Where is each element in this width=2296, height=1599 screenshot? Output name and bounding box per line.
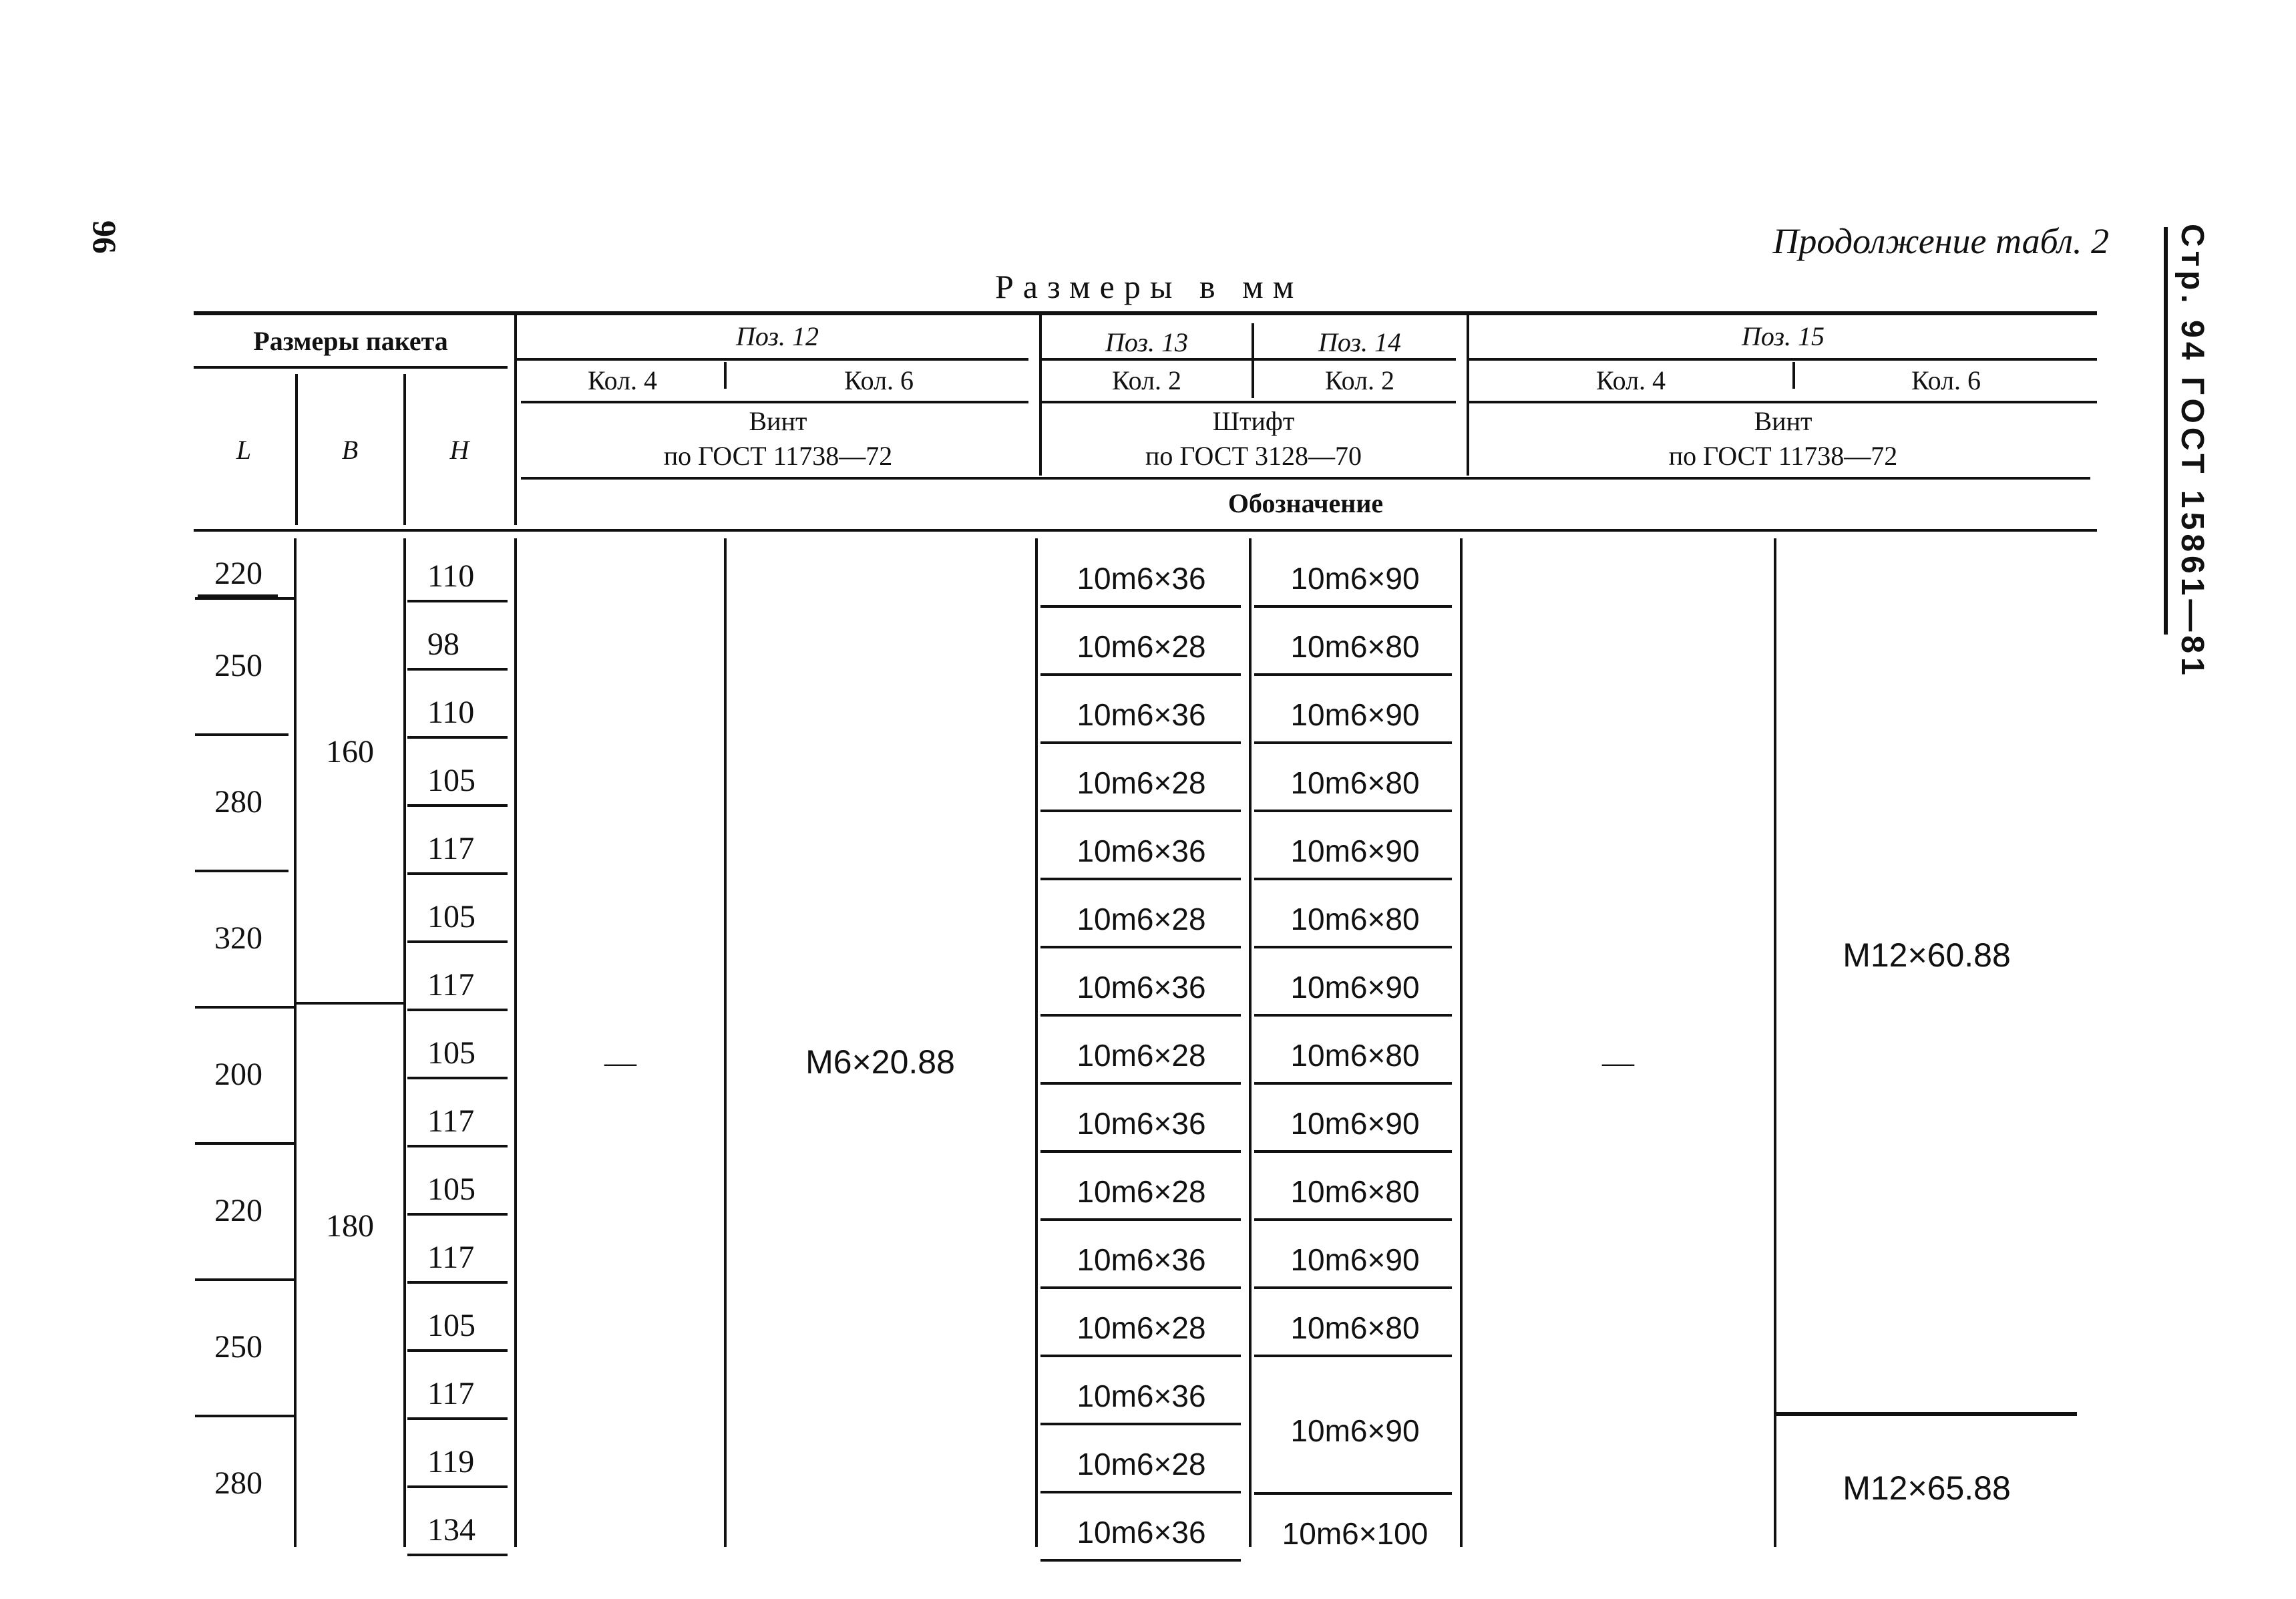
B-value: 160 (326, 733, 374, 769)
pos14-value: 10m6×90 (1290, 1106, 1420, 1141)
header-package-dims: Размеры пакета (253, 325, 448, 356)
header-pos12-screw: Винт (749, 405, 807, 436)
pos14-row-rule (1254, 605, 1452, 608)
H-value: 105 (427, 898, 475, 934)
body-divider (403, 538, 406, 1547)
H-row-rule (407, 1417, 508, 1420)
pos14-row-rule (1254, 810, 1452, 812)
pos14-value: 10m6×80 (1290, 1038, 1420, 1073)
pos14-row-rule (1254, 1355, 1452, 1357)
H-value: 105 (427, 762, 475, 798)
pos14-row-rule (1254, 1218, 1452, 1221)
header-pos15-kol4: Кол. 4 (1595, 365, 1666, 395)
table-continuation: Продолжение табл. 2 (1772, 221, 2109, 261)
H-value: 117 (427, 1239, 475, 1275)
pos13-row-rule (1040, 1423, 1241, 1425)
header-pos15-gost: по ГОСТ 11738—72 (1668, 440, 1898, 471)
H-row-rule (407, 736, 508, 739)
header-pos14-kol2: Кол. 2 (1324, 365, 1395, 395)
pos13-row-rule (1040, 1014, 1241, 1017)
H-row-rule (407, 1485, 508, 1488)
H-value: 119 (427, 1443, 475, 1479)
pos14-value: 10m6×90 (1290, 1413, 1420, 1448)
pos14-value: 10m6×80 (1290, 1174, 1420, 1209)
pos15-kol4-value: — (1602, 1044, 1634, 1080)
pos14-value: 10m6×80 (1290, 902, 1420, 936)
pos13-row-rule (1040, 1355, 1241, 1357)
L-value: 220 (214, 555, 262, 591)
H-row-rule (407, 1213, 508, 1216)
header-pos15-kol6: Кол. 6 (1911, 365, 1981, 395)
header-bottom-rule (194, 529, 2097, 532)
pos13-row-rule (1040, 1491, 1241, 1493)
pos13-value: 10m6×28 (1077, 902, 1206, 936)
pos12-kol4-value: — (604, 1044, 636, 1080)
pos14-value: 10m6×90 (1290, 697, 1420, 732)
H-row-rule (407, 1145, 508, 1147)
pos15-kol6-value: M12×65.88 (1843, 1469, 2011, 1507)
H-row-rule (407, 1009, 508, 1011)
H-row-rule (407, 940, 508, 943)
pos14-row-rule (1254, 946, 1452, 948)
H-row-rule (407, 872, 508, 875)
pos14-value: 10m6×90 (1290, 834, 1420, 868)
body-divider (1774, 538, 1776, 1547)
units-caption: Размеры в мм (995, 268, 1304, 305)
H-row-rule (407, 668, 508, 671)
header-designation: Обозначение (1227, 488, 1384, 518)
body-divider (1249, 538, 1252, 1547)
L-value: 250 (214, 647, 262, 683)
H-value: 105 (427, 1171, 475, 1207)
pos13-row-rule (1040, 1082, 1241, 1085)
header-rule (194, 366, 508, 369)
L-value: 220 (214, 1192, 262, 1228)
pos14-row-rule (1254, 1150, 1452, 1153)
body-divider (294, 538, 297, 1547)
L-value: 200 (214, 1056, 262, 1092)
pos13-row-rule (1040, 810, 1241, 812)
pos13-row-rule (1040, 605, 1241, 608)
pos13-value: 10m6×28 (1077, 629, 1206, 664)
H-value: 110 (427, 558, 475, 594)
header-H: H (449, 434, 469, 465)
pos13-row-rule (1040, 1286, 1241, 1289)
header-pos15: Поз. 15 (1742, 321, 1825, 351)
H-value: 105 (427, 1307, 475, 1343)
pos14-row-rule (1254, 1082, 1452, 1085)
pos13-value: 10m6×36 (1077, 1515, 1206, 1550)
pos13-row-rule (1040, 878, 1241, 880)
pos13-value: 10m6×36 (1077, 1242, 1206, 1277)
H-row-rule (407, 804, 508, 807)
pos14-value: 10m6×90 (1290, 561, 1420, 596)
pos14-row-rule (1254, 741, 1452, 744)
header-pos13: Поз. 13 (1105, 327, 1188, 357)
header-pos15-screw: Винт (1754, 405, 1812, 436)
H-row-rule (407, 1349, 508, 1352)
pos13-value: 10m6×36 (1077, 1106, 1206, 1141)
pos14-value: 10m6×90 (1290, 1242, 1420, 1277)
B-rule (297, 1002, 403, 1005)
pos13-value: 10m6×28 (1077, 1447, 1206, 1481)
header-pos12: Поз. 12 (736, 321, 819, 351)
header-pos13-kol2: Кол. 2 (1111, 365, 1182, 395)
H-value: 110 (427, 694, 475, 730)
L-value: 280 (214, 783, 262, 820)
pos14-value: 10m6×80 (1290, 629, 1420, 664)
header-pos12-gost: по ГОСТ 11738—72 (663, 440, 893, 471)
H-value: 105 (427, 1035, 475, 1071)
pos14-row-rule (1254, 1014, 1452, 1017)
pos13-row-rule (1040, 673, 1241, 676)
pos13-row-rule (1040, 741, 1241, 744)
side-title-text: Стр. 94 ГОСТ 15861—81 (2174, 224, 2210, 679)
body-divider (1035, 538, 1038, 1547)
H-value: 98 (427, 626, 459, 662)
pos15-kol6-value: M12×60.88 (1843, 936, 2011, 974)
H-value: 117 (427, 1375, 475, 1411)
pos13-value: 10m6×36 (1077, 561, 1206, 596)
pos14-value: 10m6×90 (1290, 970, 1420, 1005)
H-row-rule (407, 600, 508, 602)
pos12-kol6-value: M6×20.88 (805, 1043, 955, 1081)
pos14-row-rule (1254, 1492, 1452, 1495)
header-pos12-kol6: Кол. 6 (843, 365, 914, 395)
H-row-rule (407, 1077, 508, 1079)
pos14-value: 10m6×80 (1290, 765, 1420, 800)
header-pos14: Поз. 14 (1318, 327, 1401, 357)
pos14-value: 10m6×100 (1282, 1516, 1428, 1551)
pos13-value: 10m6×28 (1077, 1174, 1206, 1209)
pos13-value: 10m6×28 (1077, 1038, 1206, 1073)
H-value: 134 (427, 1512, 475, 1548)
pos13-value: 10m6×28 (1077, 1310, 1206, 1345)
pos13-row-rule (1040, 1150, 1241, 1153)
header-pos12-kol4: Кол. 4 (587, 365, 658, 395)
B-value: 180 (326, 1208, 374, 1244)
pos13-row-rule (1040, 946, 1241, 948)
pos14-row-rule (1254, 1286, 1452, 1289)
pos13-value: 10m6×36 (1077, 1379, 1206, 1413)
pos14-row-rule (1254, 878, 1452, 880)
header-L: L (236, 434, 252, 465)
H-row-rule (407, 1554, 508, 1556)
H-row-rule (407, 1281, 508, 1284)
header-pin: Штифт (1212, 405, 1295, 436)
pos13-value: 10m6×28 (1077, 765, 1206, 800)
L-value: 320 (214, 920, 262, 956)
H-value: 117 (427, 966, 475, 1003)
L-underline (198, 594, 278, 597)
pos13-value: 10m6×36 (1077, 834, 1206, 868)
pos14-value: 10m6×80 (1290, 1310, 1420, 1345)
pos14-row-rule (1254, 673, 1452, 676)
page-number: 96 (86, 220, 124, 254)
pos13-row-rule (1040, 1218, 1241, 1221)
header-pin-gost: по ГОСТ 3128—70 (1145, 440, 1362, 471)
pos13-value: 10m6×36 (1077, 697, 1206, 732)
pos13-row-rule (1040, 1559, 1241, 1562)
header-B: B (341, 434, 359, 465)
H-value: 117 (427, 1103, 475, 1139)
pos13-value: 10m6×36 (1077, 970, 1206, 1005)
H-value: 117 (427, 830, 475, 866)
pos15-rule (1776, 1412, 2077, 1416)
L-value: 280 (214, 1465, 262, 1501)
L-value: 250 (214, 1328, 262, 1365)
